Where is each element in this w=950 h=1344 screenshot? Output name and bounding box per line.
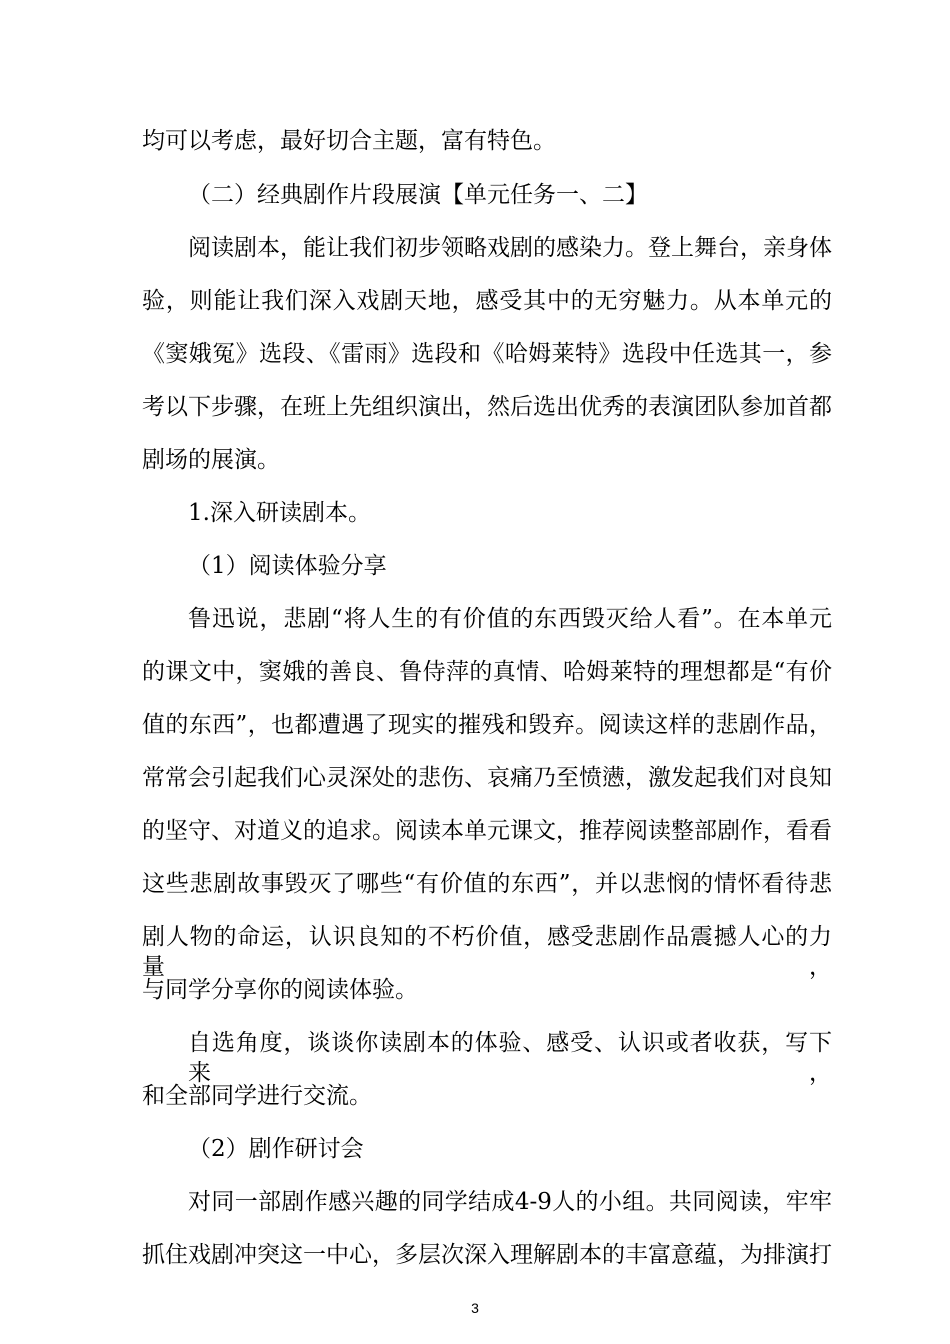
text-line-21: 对同一部剧作感兴趣的同学结成4-9人的小组。共同阅读，牢牢 bbox=[188, 1189, 832, 1215]
step-heading-1: 1.深入研读剧本。 bbox=[188, 500, 371, 526]
subheading-play-seminar: （2）剧作研讨会 bbox=[188, 1136, 364, 1162]
text-line-19: 和全部同学进行交流。 bbox=[142, 1083, 372, 1109]
text-line-22: 抓住戏剧冲突这一中心，多层次深入理解剧本的丰富意蕴，为排演打 bbox=[142, 1242, 832, 1268]
text-line-6: 考以下步骤，在班上先组织演出，然后选出优秀的表演团队参加首都 bbox=[142, 394, 832, 420]
text-line-5: 《窦娥冤》选段、《雷雨》选段和《哈姆莱特》选段中任选其一，参 bbox=[142, 341, 832, 367]
text-line-13: 常常会引起我们心灵深处的悲伤、哀痛乃至愤懑，激发起我们对良知 bbox=[142, 765, 832, 791]
text-line-17: 与同学分享你的阅读体验。 bbox=[142, 977, 418, 1003]
section-heading-classic-plays: （二）经典剧作片段展演【单元任务一、二】 bbox=[188, 182, 648, 208]
text-line-7: 剧场的展演。 bbox=[142, 447, 280, 473]
text-line-4: 验，则能让我们深入戏剧天地，感受其中的无穷魅力。从本单元的 bbox=[142, 288, 832, 314]
page-number: 3 bbox=[471, 1300, 479, 1316]
subheading-reading-experience: （1）阅读体验分享 bbox=[188, 553, 387, 579]
text-line-16: 剧人物的命运，认识良知的不朽价值，感受悲剧作品震撼人心的力量， bbox=[142, 924, 832, 980]
text-line-1: 均可以考虑，最好切合主题，富有特色。 bbox=[142, 128, 556, 154]
text-line-10: 鲁迅说，悲剧“将人生的有价值的东西毁灭给人看”。在本单元 bbox=[188, 606, 832, 632]
text-line-3: 阅读剧本，能让我们初步领略戏剧的感染力。登上舞台，亲身体 bbox=[188, 235, 832, 261]
text-line-12: 值的东西”，也都遭遇了现实的摧残和毁弃。阅读这样的悲剧作品， bbox=[142, 712, 832, 738]
text-line-14: 的坚守、对道义的追求。阅读本单元课文，推荐阅读整部剧作，看看 bbox=[142, 818, 832, 844]
text-line-11: 的课文中，窦娥的善良、鲁侍萍的真情、哈姆莱特的理想都是“有价 bbox=[142, 659, 832, 685]
text-line-15: 这些悲剧故事毁灭了哪些“有价值的东西”，并以悲悯的情怀看待悲 bbox=[142, 871, 832, 897]
text-line-18: 自选角度，谈谈你读剧本的体验、感受、认识或者收获，写下来， bbox=[188, 1030, 832, 1086]
